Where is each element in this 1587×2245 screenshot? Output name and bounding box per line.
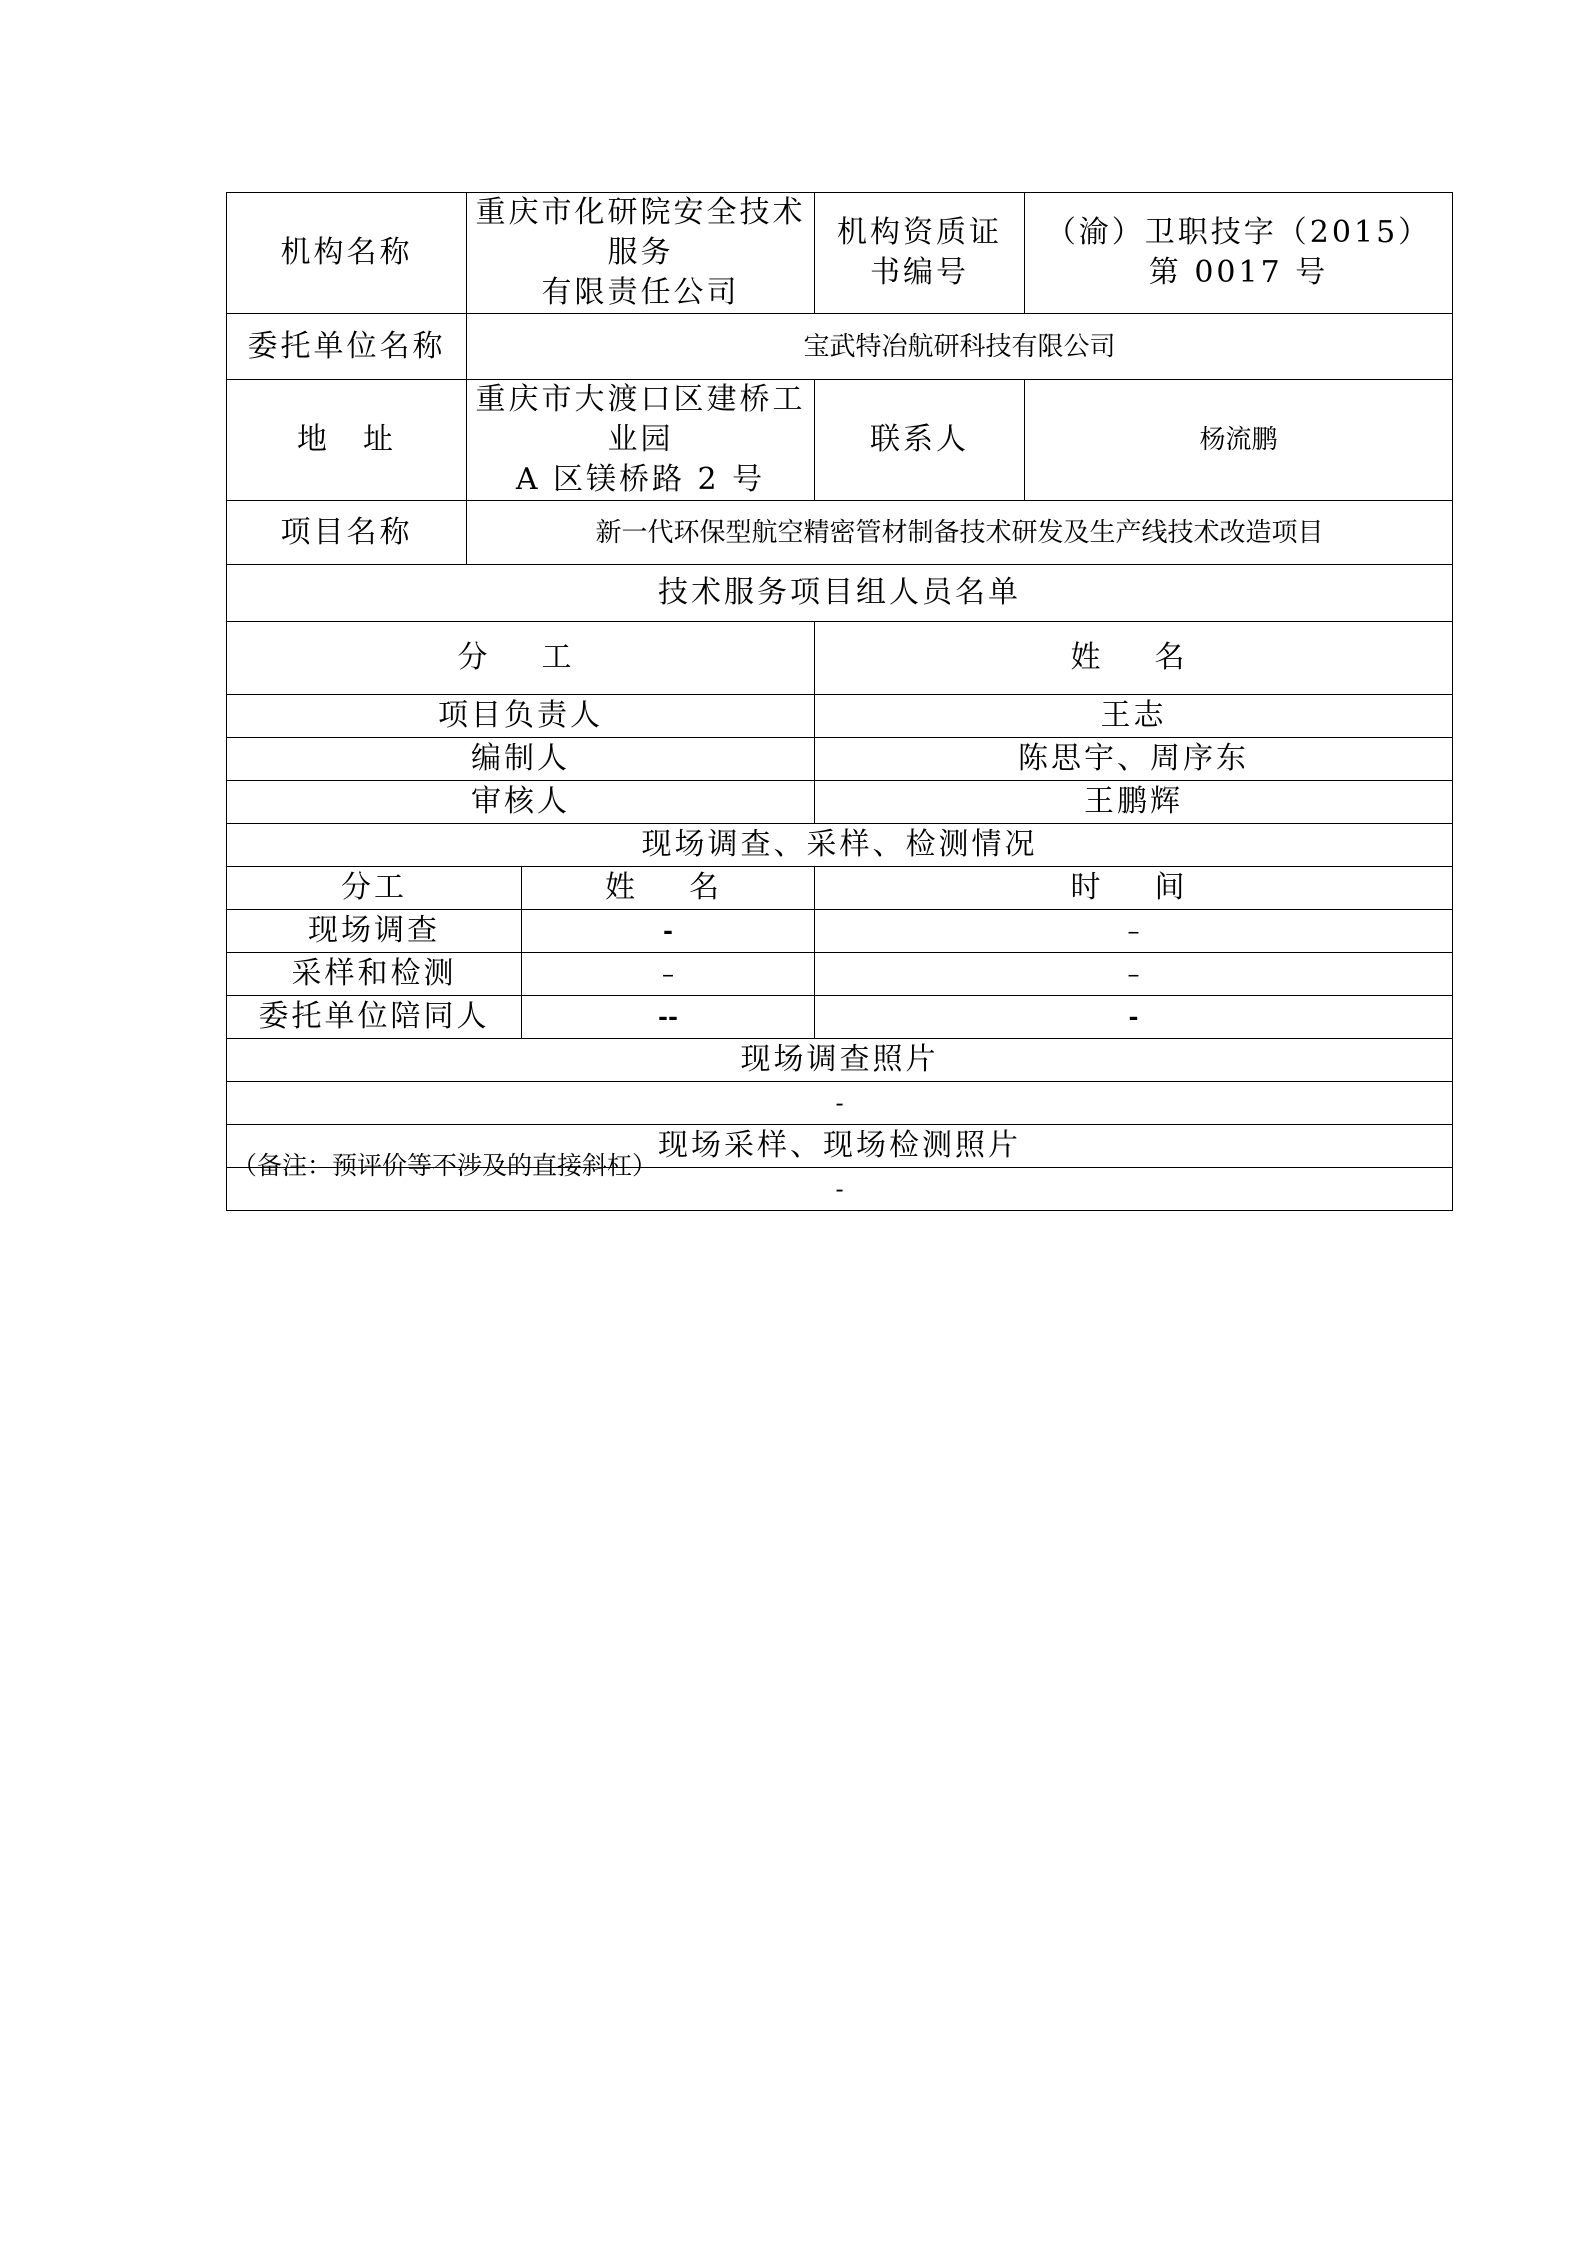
client-name: 宝武特冶航研科技有限公司 [467, 314, 1453, 380]
field-role: 委托单位陪同人 [227, 996, 522, 1039]
field-person: -- [522, 996, 815, 1039]
team-header-row [227, 622, 1453, 695]
project-name: 新一代环保型航空精密管材制备技术研发及生产线技术改造项目 [467, 501, 1453, 565]
field-person: – [522, 953, 815, 996]
team-title: 技术服务项目组人员名单 [227, 565, 1453, 622]
field-row [227, 996, 1453, 1039]
service-info-table [226, 192, 1453, 1211]
address-row [227, 380, 1453, 501]
team-row [227, 738, 1453, 781]
address-line1: 重庆市大渡口区建桥工业园 [475, 382, 806, 457]
cert-number-line1: （渝）卫职技字（2015） [1045, 215, 1432, 250]
project-label: 项目名称 [227, 501, 467, 565]
org-row [227, 193, 1453, 314]
team-row [227, 781, 1453, 824]
field-time: – [815, 910, 1453, 953]
footnote: （备注：预评价等不涉及的直接斜杠） [232, 1151, 658, 1180]
field-header-row [227, 867, 1453, 910]
cert-number-line2: 第 0017 号 [1148, 255, 1329, 290]
sampling-photo-value: - [227, 1168, 1453, 1211]
org-name-value [467, 193, 815, 314]
client-label: 委托单位名称 [227, 314, 467, 380]
team-member: 陈思宇、周序东 [815, 738, 1453, 781]
field-time: - [815, 996, 1453, 1039]
field-role: 采样和检测 [227, 953, 522, 996]
team-col-name: 姓 名 [815, 622, 1453, 695]
team-row [227, 695, 1453, 738]
client-row [227, 314, 1453, 380]
field-title: 现场调查、采样、检测情况 [227, 824, 1453, 867]
contact-name: 杨流鹏 [1025, 380, 1453, 501]
cert-number [1025, 193, 1453, 314]
cert-label-line1: 机构资质证 [837, 215, 1002, 250]
team-member: 王志 [815, 695, 1453, 738]
survey-photo-value: - [227, 1082, 1453, 1125]
team-member: 王鹏辉 [815, 781, 1453, 824]
team-col-role: 分 工 [227, 622, 815, 695]
team-role: 审核人 [227, 781, 815, 824]
survey-photo-row [227, 1082, 1453, 1125]
contact-label: 联系人 [815, 380, 1025, 501]
field-title-row [227, 824, 1453, 867]
field-col-name: 姓 名 [522, 867, 815, 910]
team-role: 项目负责人 [227, 695, 815, 738]
project-row [227, 501, 1453, 565]
address-line2: A 区镁桥路 2 号 [515, 462, 766, 497]
cert-label [815, 193, 1025, 314]
sampling-photo-title: 现场采样、现场检测照片 [227, 1125, 1453, 1168]
survey-photo-title-row [227, 1039, 1453, 1082]
field-row [227, 953, 1453, 996]
field-col-role: 分工 [227, 867, 522, 910]
address-label: 地 址 [227, 380, 467, 501]
field-time: – [815, 953, 1453, 996]
survey-photo-title: 现场调查照片 [227, 1039, 1453, 1082]
field-col-time: 时 间 [815, 867, 1453, 910]
org-name-label: 机构名称 [227, 193, 467, 314]
field-person: - [522, 910, 815, 953]
field-row [227, 910, 1453, 953]
org-name-line1: 重庆市化研院安全技术服务 [475, 195, 806, 270]
team-role: 编制人 [227, 738, 815, 781]
org-name-line2: 有限责任公司 [541, 275, 740, 310]
cert-label-line2: 书编号 [870, 255, 969, 290]
address-value [467, 380, 815, 501]
field-role: 现场调查 [227, 910, 522, 953]
team-title-row [227, 565, 1453, 622]
